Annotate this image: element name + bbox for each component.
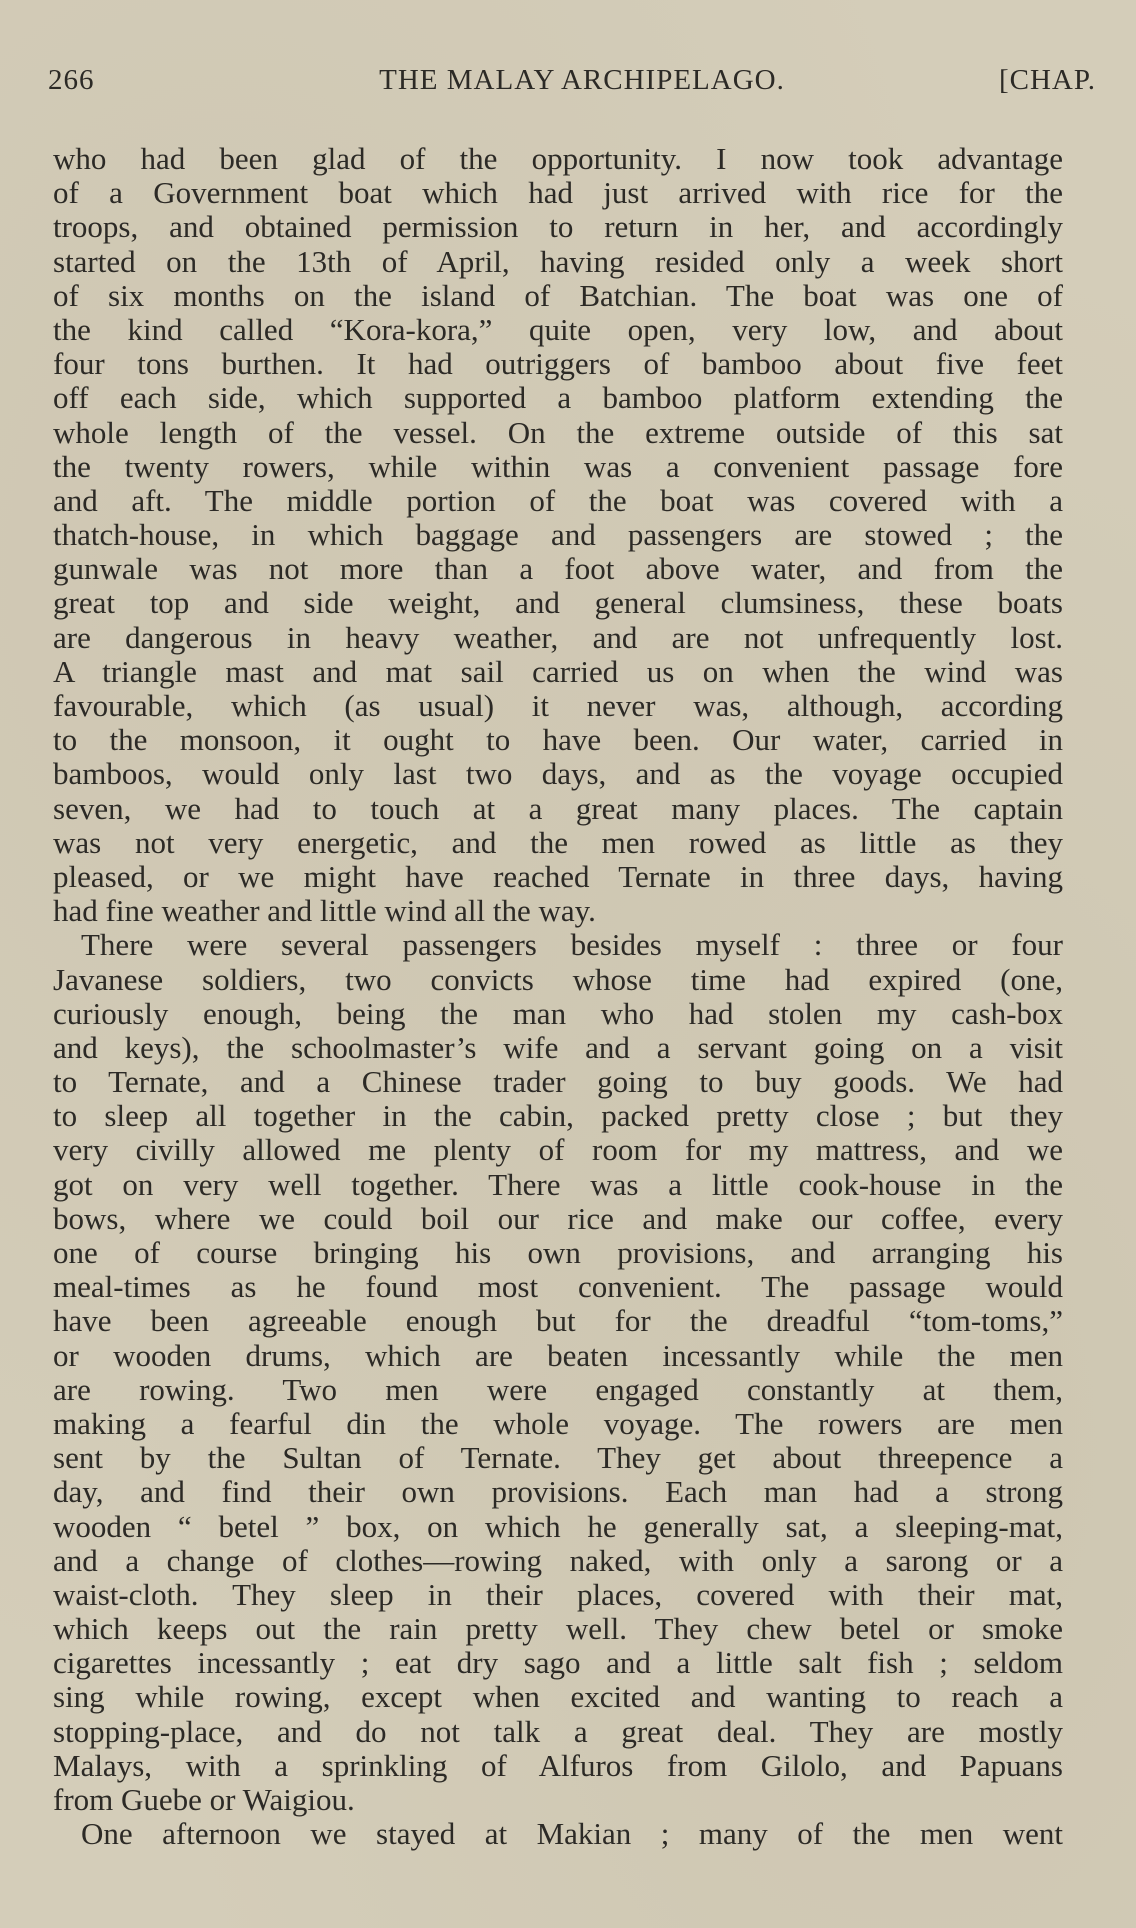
- chapter-mark: [CHAP.: [998, 64, 1096, 96]
- text-line: very civilly allowed me plenty of room for my mattress, and we: [53, 1132, 1063, 1168]
- text-line: pleased, or we might have reached Ternate in three days, having: [53, 858, 1063, 894]
- text-line: bamboos, would only last two days, and as the voyage occupied: [53, 756, 1063, 792]
- text-line: are rowing. Two men were engaged constantly at them,: [53, 1371, 1063, 1407]
- text-line: stopping-place, and do not talk a great deal. They are mostly: [53, 1713, 1063, 1749]
- text-line: day, and find their own provisions. Each man had a strong: [53, 1474, 1063, 1510]
- text-line: was not very energetic, and the men rowed as little as they: [53, 824, 1063, 860]
- text-line: great top and side weight, and general clumsiness, these boats: [53, 585, 1063, 621]
- text-line: four tons burthen. It had outriggers of bamboo about five feet: [53, 346, 1063, 382]
- text-line: one of course bringing his own provisions, and arranging his: [53, 1235, 1063, 1270]
- text-line: the kind called “Kora-kora,” quite open, very low, and about: [53, 311, 1063, 347]
- text-line: started on the 13th of April, having resided only a week short: [53, 243, 1063, 279]
- text-line: making a fearful din the whole voyage. The rowers are men: [53, 1405, 1063, 1441]
- text-line: curiously enough, being the man who had stolen my cash-box: [53, 995, 1063, 1031]
- text-line: had fine weather and little wind all the way.: [53, 893, 596, 929]
- text-line: There were several passengers besides myself : three or four: [81, 927, 1063, 963]
- text-line: off each side, which supported a bamboo platform extending the: [53, 380, 1063, 416]
- text-line: bows, where we could boil our rice and make our coffee, every: [53, 1200, 1063, 1236]
- text-line: are dangerous in heavy weather, and are not unfrequently lost.: [53, 619, 1063, 655]
- text-line: whole length of the vessel. On the extreme outside of this sat: [53, 414, 1063, 450]
- text-line: A triangle mast and mat sail carried us on when the wind was: [53, 653, 1063, 689]
- page-number: 266: [48, 64, 95, 96]
- text-line: and keys), the schoolmaster’s wife and a servant going on a visit: [53, 1029, 1063, 1065]
- text-line: to Ternate, and a Chinese trader going to buy goods. We had: [53, 1064, 1063, 1100]
- text-line: Javanese soldiers, two convicts whose time had expired (one,: [53, 961, 1063, 997]
- text-line: thatch-house, in which baggage and passengers are stowed ; the: [53, 517, 1063, 553]
- text-line: to the monsoon, it ought to have been. Our water, carried in: [53, 722, 1063, 758]
- text-line: sing while rowing, except when excited and wanting to reach a: [53, 1679, 1063, 1715]
- text-line: have been agreeable enough but for the dreadful “tom-toms,”: [53, 1303, 1063, 1339]
- text-line: to sleep all together in the cabin, packed pretty close ; but they: [53, 1098, 1063, 1134]
- text-line: got on very well together. There was a little cook-house in the: [53, 1166, 1063, 1202]
- text-line: which keeps out the rain pretty well. They chew betel or smoke: [53, 1611, 1063, 1647]
- text-line: One afternoon we stayed at Makian ; many of the men went: [81, 1816, 1063, 1852]
- text-line: gunwale was not more than a foot above water, and from the: [53, 551, 1063, 587]
- text-line: Malays, with a sprinkling of Alfuros from Gilolo, and Papuans: [53, 1747, 1063, 1783]
- text-line: cigarettes incessantly ; eat dry sago and a little salt fish ; seldom: [53, 1645, 1063, 1681]
- text-line: the twenty rowers, while within was a convenient passage fore: [53, 448, 1063, 484]
- text-line: meal-times as he found most convenient. The passage would: [53, 1269, 1063, 1305]
- text-line: troops, and obtained permission to return in her, and accordingly: [53, 209, 1063, 245]
- text-line: from Guebe or Waigiou.: [53, 1782, 355, 1817]
- text-line: wooden “ betel ” box, on which he generally sat, a sleeping-mat,: [53, 1508, 1063, 1544]
- text-line: of six months on the island of Batchian. The boat was one of: [53, 277, 1063, 313]
- text-line: seven, we had to touch at a great many places. The captain: [53, 790, 1063, 826]
- text-line: and aft. The middle portion of the boat was covered with a: [53, 482, 1063, 518]
- book-title: THE MALAY ARCHIPELAGO.: [379, 64, 785, 96]
- text-line: waist-cloth. They sleep in their places, covered with their mat,: [53, 1576, 1063, 1612]
- text-line: of a Government boat which had just arrived with rice for the: [53, 175, 1063, 211]
- running-head: [48, 64, 1096, 104]
- text-line: or wooden drums, which are beaten incessantly while the men: [53, 1337, 1063, 1373]
- text-line: favourable, which (as usual) it never was, although, according: [53, 688, 1063, 723]
- text-line: and a change of clothes—rowing naked, with only a sarong or a: [53, 1542, 1063, 1578]
- text-line: who had been glad of the opportunity. I now took advantage: [53, 141, 1063, 176]
- text-line: sent by the Sultan of Ternate. They get about threepence a: [53, 1440, 1063, 1476]
- body-text: [53, 142, 1063, 1851]
